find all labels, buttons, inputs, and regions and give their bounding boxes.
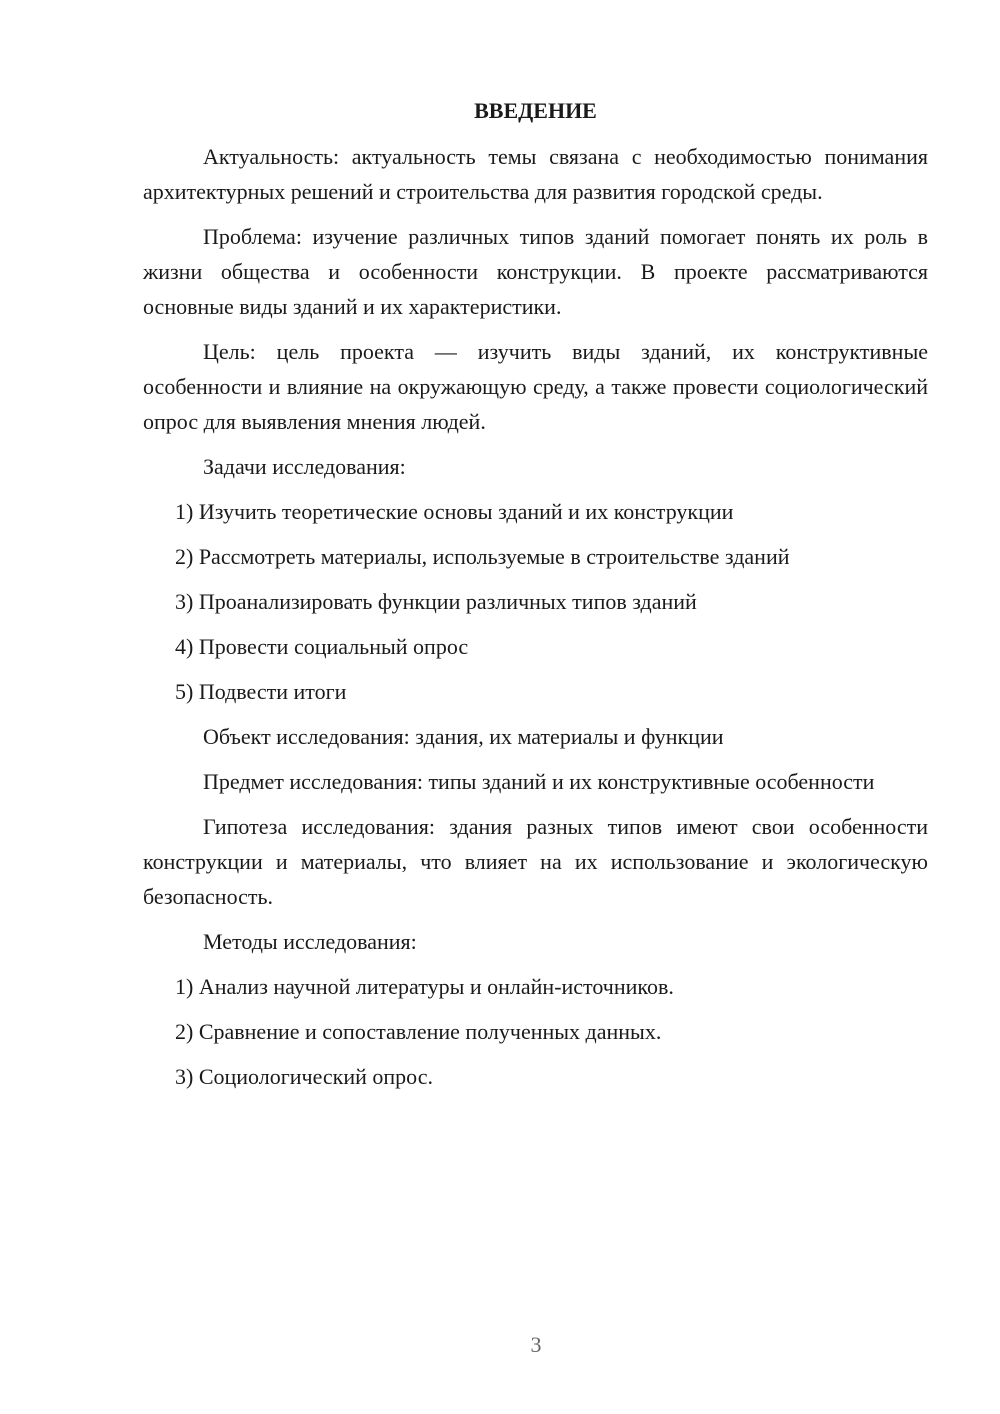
page-title: ВВЕДЕНИЕ [474, 98, 597, 123]
hypothesis-paragraph: Гипотеза исследования: здания разных типов имеют свои особенности конструкции и материалы, что влияет на их использование и экологическую безопасность. [143, 814, 928, 909]
method-item: 3) Социологический опрос. [175, 1064, 433, 1089]
task-item: 5) Подвести итоги [175, 679, 347, 704]
relevance-paragraph: Актуальность: актуальность темы связана с необходимостью понимания архитектурных решений и строительства для развития городской среды. [143, 144, 928, 204]
method-item: 1) Анализ научной литературы и онлайн-источников. [175, 974, 674, 999]
task-item: 4) Провести социальный опрос [175, 634, 469, 659]
problem-paragraph: Проблема: изучение различных типов зданий помогает понять их роль в жизни общества и особенности конструкции. В проекте рассматриваются основные виды зданий и их характеристики. [143, 224, 928, 319]
methods-heading: Методы исследования: [203, 929, 417, 954]
task-item: 3) Проанализировать функции различных типов зданий [175, 589, 697, 614]
methods-list [143, 969, 928, 1094]
tasks-heading: Задачи исследования: [203, 454, 406, 479]
tasks-list [143, 494, 928, 709]
object-line: Объект исследования: здания, их материалы и функции [203, 724, 724, 749]
goal-paragraph: Цель: цель проекта — изучить виды зданий, их конструктивные особенности и влияние на окружающую среду, а также провести социологический опрос для выявления мнения людей. [143, 339, 928, 434]
task-item: 1) Изучить теоретические основы зданий и их конструкции [175, 499, 734, 524]
task-item: 2) Рассмотреть материалы, используемые в строительстве зданий [175, 544, 790, 569]
method-item: 2) Сравнение и сопоставление полученных данных. [175, 1019, 662, 1044]
subject-paragraph: Предмет исследования: типы зданий и их конструктивные особенности [203, 769, 875, 794]
page-content [143, 95, 928, 1104]
page-number: 3 [530, 1332, 542, 1357]
